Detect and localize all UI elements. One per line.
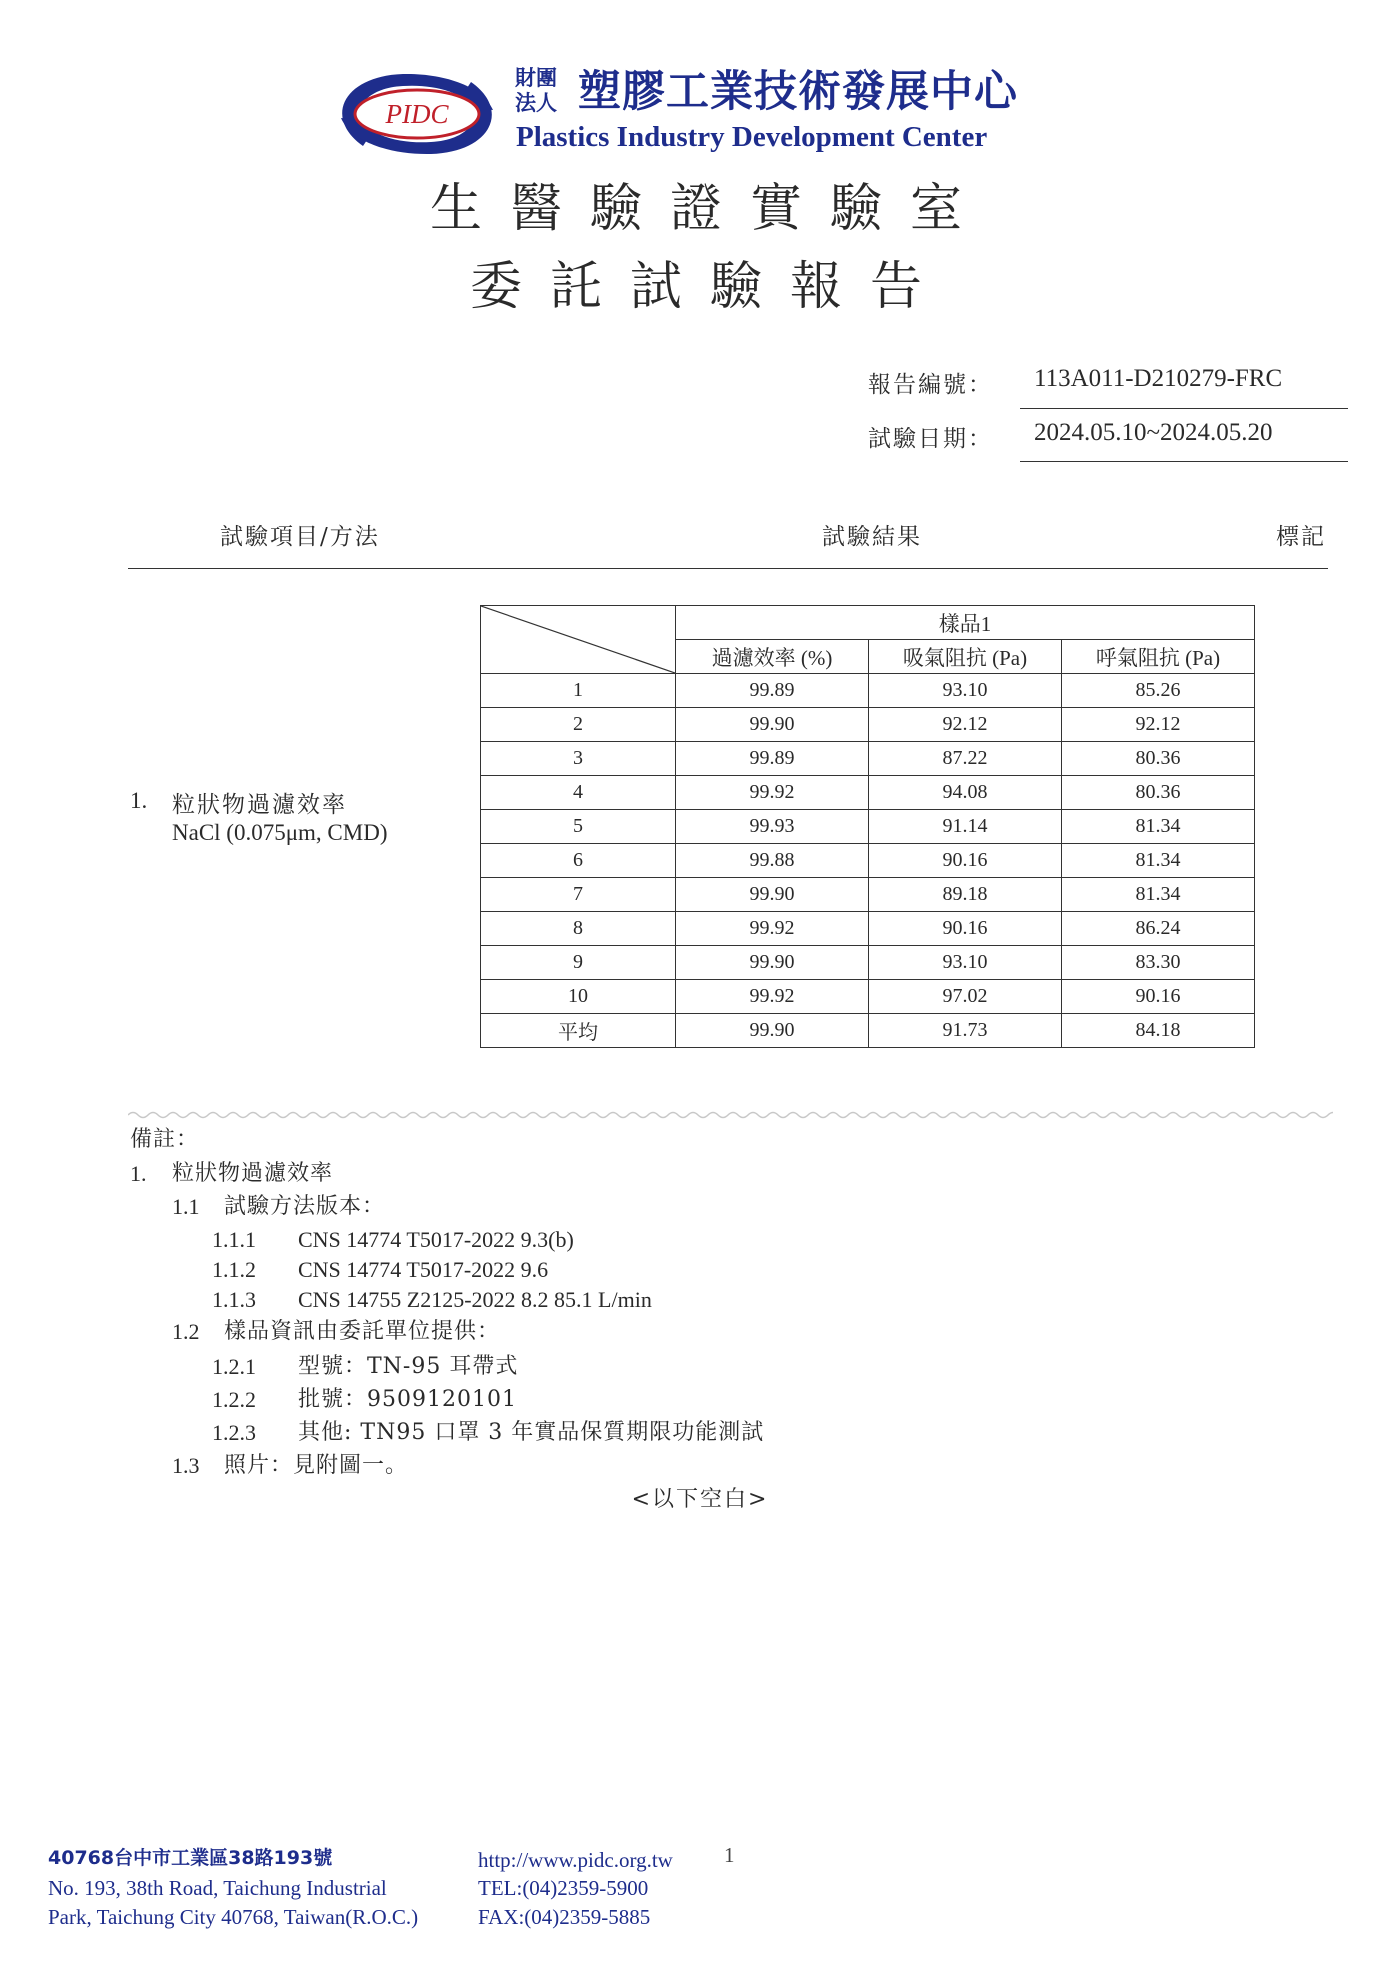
table-cell: 97.02 — [869, 980, 1062, 1014]
table-row — [481, 844, 1255, 878]
col-header-item: 試驗項目/方法 — [220, 524, 380, 550]
note-num: 1.2.3 — [212, 1420, 256, 1445]
report-title: 委託試驗報告 — [469, 257, 950, 317]
column-header: 吸氣阻抗 (Pa) — [869, 640, 1062, 674]
row-label: 9 — [481, 946, 676, 980]
report-no-underline — [1020, 408, 1348, 409]
table-row — [481, 708, 1255, 742]
note-text: CNS 14774 T5017-2022 9.6 — [298, 1257, 549, 1282]
note-num: 1.2.2 — [212, 1387, 256, 1412]
note-num: 1.2.1 — [212, 1354, 256, 1379]
table-cell: 91.14 — [869, 810, 1062, 844]
lab-title: 生醫驗證實驗室 — [429, 179, 990, 239]
wavy-separator — [128, 1108, 1333, 1122]
table-cell: 99.89 — [676, 742, 869, 776]
note-text: 其他: TN95 口罩 3 年實品保質期限功能測試 — [298, 1420, 765, 1445]
sample-header: 樣品1 — [676, 606, 1255, 640]
table-cell: 99.89 — [676, 674, 869, 708]
footer-url[interactable]: http://www.pidc.org.tw — [478, 1848, 673, 1872]
footer-address-en-2: Park, Taichung City 40768, Taiwan(R.O.C.) — [48, 1905, 419, 1929]
footer-fax: FAX:(04)2359-5885 — [478, 1905, 651, 1929]
col-header-result: 試驗結果 — [822, 524, 922, 550]
row-label: 4 — [481, 776, 676, 810]
test-date-label: 試驗日期： — [868, 426, 993, 452]
org-name-zh: 塑膠工業技術發展中心 — [578, 67, 1018, 117]
note-text: CNS 14774 T5017-2022 9.3(b) — [298, 1227, 574, 1252]
table-cell: 84.18 — [1062, 1014, 1255, 1048]
table-row — [481, 742, 1255, 776]
row-label: 1 — [481, 674, 676, 708]
table-cell: 92.12 — [1062, 708, 1255, 742]
report-no: 113A011-D210279-FRC — [1034, 365, 1283, 392]
page-number: 1 — [724, 1843, 735, 1867]
table-cell: 94.08 — [869, 776, 1062, 810]
table-row — [481, 1014, 1255, 1048]
item-name: 粒狀物過濾效率 — [172, 792, 347, 818]
table-cell: 90.16 — [869, 912, 1062, 946]
table-cell: 90.16 — [869, 844, 1062, 878]
table-cell: 99.90 — [676, 946, 869, 980]
pidc-logo — [333, 68, 501, 160]
note-text: 照片：見附圖一。 — [224, 1453, 409, 1478]
table-cell: 83.30 — [1062, 946, 1255, 980]
table-cell: 99.90 — [676, 708, 869, 742]
table-cell: 81.34 — [1062, 844, 1255, 878]
row-label: 2 — [481, 708, 676, 742]
test-date: 2024.05.10~2024.05.20 — [1034, 419, 1273, 446]
test-date-underline — [1020, 461, 1348, 462]
table-cell: 91.73 — [869, 1014, 1062, 1048]
table-body — [481, 674, 1255, 1048]
table-row — [481, 878, 1255, 912]
table-cell: 99.92 — [676, 912, 869, 946]
note-text: 批號：9509120101 — [298, 1387, 517, 1412]
table-row — [481, 912, 1255, 946]
item-number: 1. — [130, 788, 148, 813]
table-row — [481, 776, 1255, 810]
column-header: 過濾效率 (%) — [676, 640, 869, 674]
table-cell: 86.24 — [1062, 912, 1255, 946]
table-cell: 93.10 — [869, 674, 1062, 708]
note-text: 型號：TN-95 耳帶式 — [298, 1354, 519, 1379]
table-cell: 99.93 — [676, 810, 869, 844]
note-text: 粒狀物過濾效率 — [172, 1161, 334, 1186]
results-table — [480, 605, 1255, 1048]
table-corner-cell — [481, 606, 676, 674]
org-type-label: 財團法人 — [515, 66, 557, 115]
note-num: 1.1.1 — [212, 1227, 256, 1252]
table-cell: 80.36 — [1062, 742, 1255, 776]
table-cell: 99.90 — [676, 1014, 869, 1048]
note-text: 試驗方法版本： — [224, 1194, 386, 1219]
table-cell: 81.34 — [1062, 810, 1255, 844]
diagonal-line — [481, 606, 675, 673]
table-cell: 93.10 — [869, 946, 1062, 980]
row-label: 5 — [481, 810, 676, 844]
table-cell: 99.92 — [676, 776, 869, 810]
org-name-en: Plastics Industry Development Center — [516, 121, 988, 153]
row-label: 6 — [481, 844, 676, 878]
footer-address-en-1: No. 193, 38th Road, Taichung Industrial — [48, 1876, 387, 1900]
table-row — [481, 674, 1255, 708]
item-condition: NaCl (0.075μm, CMD) — [172, 820, 388, 845]
note-num: 1. — [130, 1161, 147, 1186]
table-cell: 99.90 — [676, 878, 869, 912]
table-cell: 99.88 — [676, 844, 869, 878]
section-rule — [128, 568, 1328, 569]
note-num: 1.1 — [172, 1194, 200, 1219]
col-header-mark: 標記 — [1276, 524, 1326, 550]
note-num: 1.1.2 — [212, 1257, 256, 1282]
logo-text: PIDC — [385, 99, 449, 129]
row-label: 平均 — [481, 1014, 676, 1048]
report-no-label: 報告編號： — [868, 372, 993, 398]
table-row — [481, 946, 1255, 980]
table-cell: 85.26 — [1062, 674, 1255, 708]
note-num: 1.2 — [172, 1319, 200, 1344]
table-cell: 92.12 — [869, 708, 1062, 742]
row-label: 7 — [481, 878, 676, 912]
notes-title: 備註： — [130, 1127, 200, 1152]
column-header: 呼氣阻抗 (Pa) — [1062, 640, 1255, 674]
note-text: 樣品資訊由委託單位提供： — [224, 1319, 501, 1344]
note-text: CNS 14755 Z2125-2022 8.2 85.1 L/min — [298, 1287, 652, 1312]
table-cell: 81.34 — [1062, 878, 1255, 912]
table-cell: 99.92 — [676, 980, 869, 1014]
table-cell: 87.22 — [869, 742, 1062, 776]
table-cell: 89.18 — [869, 878, 1062, 912]
row-label: 10 — [481, 980, 676, 1014]
footer-address-zh: 40768台中市工業區38路193號 — [48, 1847, 333, 1869]
table-row — [481, 810, 1255, 844]
end-of-content-marker: <以下空白> — [631, 1487, 769, 1512]
note-num: 1.1.3 — [212, 1287, 256, 1312]
note-num: 1.3 — [172, 1453, 200, 1478]
footer-tel: TEL:(04)2359-5900 — [478, 1876, 649, 1900]
table-cell: 90.16 — [1062, 980, 1255, 1014]
row-label: 8 — [481, 912, 676, 946]
table-cell: 80.36 — [1062, 776, 1255, 810]
table-row — [481, 980, 1255, 1014]
row-label: 3 — [481, 742, 676, 776]
